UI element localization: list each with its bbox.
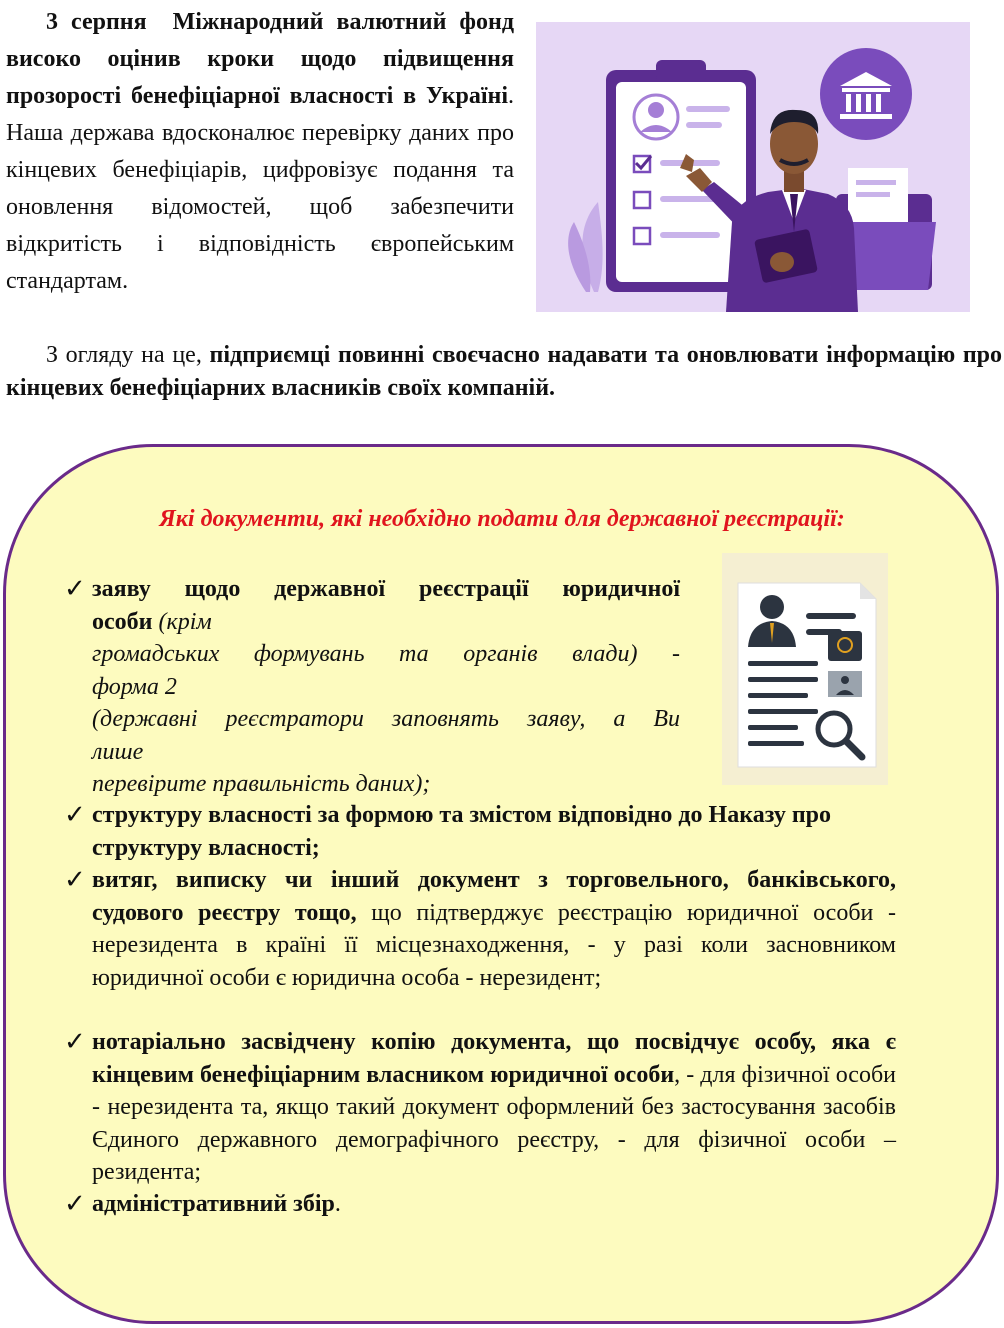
item5-text: . <box>334 1191 341 1217</box>
checkmark-icon: ✓ <box>64 1189 86 1219</box>
item1-bold-tail: особи <box>92 608 153 635</box>
document-search-illustration <box>722 553 888 785</box>
item1-italic-2b: форма 2 <box>92 673 177 700</box>
item3-bold: витяг, виписку чи інший документ з торговельного, банківського, судового реєстру тощо, <box>92 867 896 926</box>
item4-text: , - для фізичної особи - нерезидента та, якщо такий документ оформлений без застосування засобів Єдиного державного демографічного реєстру, - для фізичної особи – резидента; <box>92 1061 896 1185</box>
item1-italic-3: (державні реєстратори заповнять заяву, а Ви <box>92 706 680 732</box>
follow-paragraph <box>6 339 1002 405</box>
intro-bold-lead: Міжнародний валютний фонд високо оцінив кроки щодо підвищення прозорості бенефіціарної власності в Україні <box>6 9 515 109</box>
intro-text: . Наша держава вдосконалює перевірку даних про кінцевих бенефіціарів, цифровізує подання та оновлення відомостей, щоб забезпечити відкритість і відповідність європейським стандартам. <box>6 83 514 294</box>
follow-bold: підприємці повинні своєчасно надавати та оновлювати інформацію про кінцевих бенефіціарних власників своїх компаній. <box>6 342 1002 401</box>
checkmark-icon: ✓ <box>64 800 86 830</box>
list-item <box>64 799 894 865</box>
item2-bold: структуру власності за формою та змістом відповідно до Наказу про структуру власності; <box>92 802 832 861</box>
item1-italic-1: (крім <box>158 608 212 635</box>
list-item <box>64 573 680 797</box>
checkmark-icon: ✓ <box>64 1027 86 1057</box>
panel-heading: Які документи, які необхідно подати для державної реєстрації: <box>159 506 845 532</box>
intro-date: 3 серпня <box>46 9 147 35</box>
item4-bold: нотаріально засвідчену копію документа, що посвідчує особу, яка є кінцевим бенефіціарним власником юридичної особи <box>92 1029 896 1088</box>
intro-paragraph <box>6 4 514 300</box>
list-item <box>64 1026 896 1188</box>
checkmark-icon: ✓ <box>64 865 86 895</box>
item1-italic-2: громадських формувань та органів влади) - <box>92 641 680 667</box>
item5-bold: адміністративний збір <box>92 1191 335 1217</box>
item1-bold-line1: заяву щодо державної реєстрації юридичної <box>92 576 680 602</box>
clipboard-illustration <box>536 22 970 312</box>
item1-italic-3b: лише <box>92 738 144 765</box>
checkmark-icon: ✓ <box>64 574 86 604</box>
follow-lead: З огляду на це, <box>46 342 202 368</box>
item3-text: що підтверджує реєстрацію юридичної особи - нерезидента в країні її місцезнаходження, - у разі коли засновником юридичної особи є юридична особа - нерезидент; <box>92 899 897 991</box>
item1-italic-4: перевірите правильність даних); <box>92 771 431 797</box>
list-item <box>64 864 896 1026</box>
list-item <box>64 1188 664 1222</box>
